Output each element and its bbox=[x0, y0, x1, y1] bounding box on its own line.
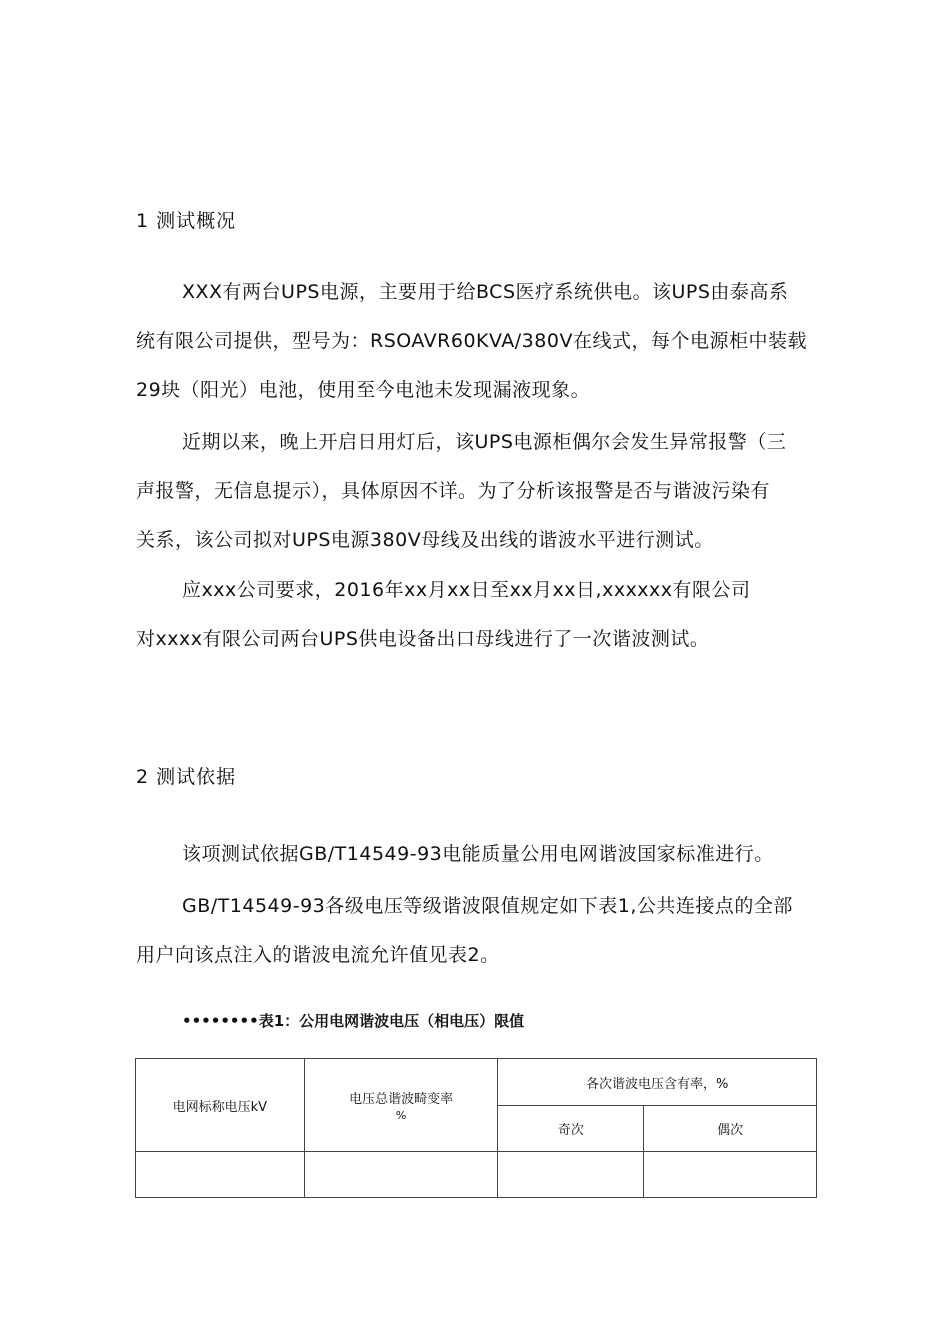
text-line: 用户向该点注入的谐波电流允许值见表2。 bbox=[136, 944, 500, 966]
header-even: 偶次 bbox=[644, 1106, 817, 1152]
text-line: XXX有两台UPS电源，主要用于给BCS医疗系统供电。该UPS由泰高系 bbox=[182, 281, 789, 303]
section-1-heading: 1 测试概况 bbox=[136, 210, 237, 232]
table-cell bbox=[304, 1152, 498, 1198]
harmonic-voltage-limits-table bbox=[135, 1058, 817, 1198]
header-harmonic-content: 各次谐波电压含有率，% bbox=[498, 1059, 817, 1106]
text-line: GB/T14549-93各级电压等级谐波限值规定如下表1,公共连接点的全部 bbox=[182, 895, 793, 917]
section-1-paragraph-2 bbox=[136, 418, 818, 565]
header-total-harmonic-distortion bbox=[304, 1059, 498, 1152]
text-line: 29块（阳光）电池，使用至今电池未发现漏液现象。 bbox=[136, 379, 591, 401]
text-line: 关系，该公司拟对UPS电源380V母线及出线的谐波水平进行测试。 bbox=[136, 529, 714, 551]
table-row bbox=[136, 1152, 817, 1198]
text-line: 应xxx公司要求，2016年xx月xx日至xx月xx日,xxxxxx有限公司 bbox=[182, 579, 751, 601]
table-cell bbox=[136, 1152, 305, 1198]
section-1-paragraph-1 bbox=[136, 268, 818, 415]
table-cell bbox=[644, 1152, 817, 1198]
header-odd: 奇次 bbox=[498, 1106, 644, 1152]
text-line: 该项测试依据GB/T14549-93电能质量公用电网谐波国家标准进行。 bbox=[182, 843, 774, 865]
text-line: 声报警，无信息提示），具体原因不详。为了分析该报警是否与谐波污染有 bbox=[136, 480, 771, 502]
section-2-paragraph-2 bbox=[136, 882, 818, 980]
table-cell bbox=[498, 1152, 644, 1198]
header-nominal-voltage: 电网标称电压kV bbox=[136, 1059, 305, 1152]
text-line: 对xxxx有限公司两台UPS供电设备出口母线进行了一次谐波测试。 bbox=[136, 628, 710, 650]
table-1-caption: ••••••••表1：公用电网谐波电压（相电压）限值 bbox=[182, 1012, 525, 1030]
section-2-paragraph-1 bbox=[136, 830, 818, 879]
text-line: 统有限公司提供，型号为：RSOAVR60KVA/380V在线式，每个电源柜中装载 bbox=[136, 330, 807, 352]
text-line: 近期以来，晚上开启日用灯后，该UPS电源柜偶尔会发生异常报警（三 bbox=[182, 431, 787, 453]
header-thd-unit: % bbox=[395, 1109, 407, 1122]
table-header-row bbox=[136, 1059, 817, 1106]
section-2-heading: 2 测试依据 bbox=[136, 766, 237, 788]
section-1-paragraph-3 bbox=[136, 566, 818, 664]
header-thd-line: 电压总谐波畸变率 bbox=[349, 1092, 454, 1107]
